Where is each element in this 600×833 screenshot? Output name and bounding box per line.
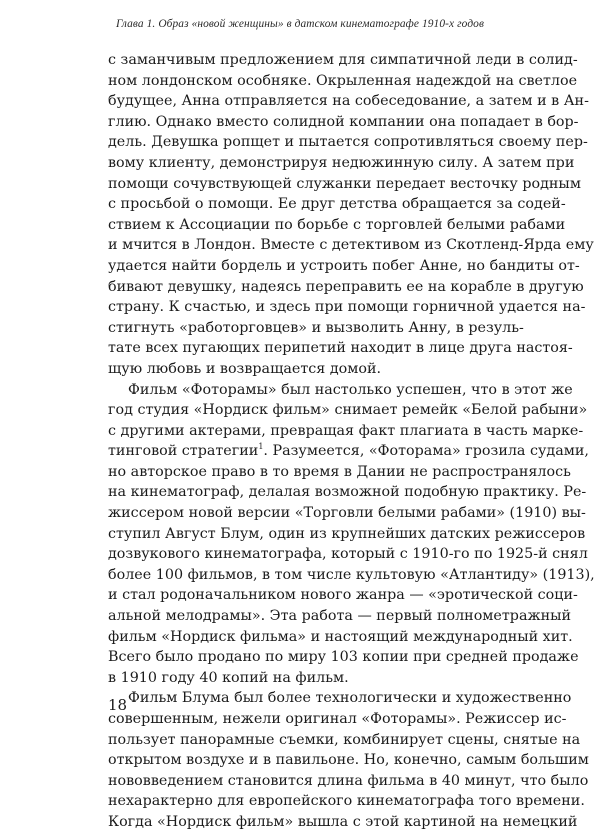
text-line: страну. К счастью, и здесь при помощи горничной удается на-	[108, 299, 586, 316]
text-segment: тинговой стратегии	[108, 443, 259, 460]
text-line: с заманчивым предложением для симпатичной леди в солид-	[108, 52, 578, 68]
text-line: нововведением становится длина фильма в 40 минут, что было	[108, 772, 589, 789]
text-line: глию. Однако вместо солидной компании она попадает в бор-	[108, 113, 579, 130]
page-body-text	[108, 50, 595, 833]
paragraph-start-line: Фильм Блума был более технологически и художественно	[128, 690, 572, 707]
footnote-line	[108, 441, 589, 462]
text-line: пользует панорамные съемки, комбинирует сцены, снятые на	[108, 731, 581, 748]
text-line: удается найти бордель и устроить побег Анне, но бандиты от-	[108, 257, 580, 274]
running-header: Глава 1. Образ «новой женщины» в датском кинематографе 1910-х годов	[115, 18, 485, 30]
text-line: тате всех пугающих перипетий находит в лице друга настоя-	[108, 340, 573, 357]
text-line: более 100 фильмов, в том числе культовую «Атлантиду» (1913),	[108, 566, 595, 583]
text-line: с просьбой о помощи. Ее друг детства обращается за содей-	[108, 196, 566, 213]
text-line: Когда «Нордиск фильм» вышла с этой картиной на немецкий	[108, 813, 578, 830]
text-line: стигнуть «работорговцев» и вызволить Анну, в резуль-	[108, 319, 524, 336]
text-line: открытом воздухе и в павильоне. Но, конечно, самым большим	[108, 752, 589, 769]
text-line: жиссером новой версии «Торговли белыми рабами» (1910) вы-	[108, 505, 586, 522]
text-line: в 1910 году 40 копий на фильм.	[108, 669, 349, 686]
text-line: на кинематограф, делалая возможной подобную практику. Ре-	[108, 484, 587, 501]
text-line: Всего было продано по миру 103 копии при средней продаже	[108, 649, 579, 666]
text-line: будущее, Анна отправляется на собеседование, а затем и в Ан-	[108, 93, 589, 110]
text-line: фильм «Нордиск фильма» и настоящий международный хит.	[108, 628, 573, 645]
text-line: вому клиенту, демонстрируя недюжинную силу. А затем при	[108, 154, 575, 171]
text-line: ствием к Ассоциации по борьбе с торговлей белыми рабами	[108, 216, 566, 233]
footnote-ref[interactable]: 1	[258, 442, 264, 452]
text-line: совершенным, нежели оригинал «Фоторамы». Режиссер ис-	[108, 711, 567, 727]
text-line: нехарактерно для европейского кинематографа того времени.	[108, 793, 585, 810]
text-line: год студия «Нордиск фильм» снимает ремейк «Белой рабыни»	[108, 402, 588, 419]
text-line: бивают девушку, надеясь переправить ее на корабле в другую	[108, 278, 584, 295]
text-line: дозвукового кинематографа, который с 1910-го по 1925-й снял	[108, 546, 588, 563]
text-line: ном лондонском особняке. Окрыленная надеждой на светлое	[108, 72, 578, 89]
text-line: ступил Август Блум, один из крупнейших датских режиссеров	[108, 525, 586, 542]
text-line: с другими актерами, превращая факт плагиата в часть маркe-	[108, 422, 584, 439]
text-line: и стал родоначальником нового жанра — «эротической соци-	[108, 587, 578, 604]
paragraph-start-line: Фильм «Фоторамы» был настолько успешен, что в этот же	[128, 381, 573, 398]
text-line: и мчится в Лондон. Вместе с детективом из Скотленд-Ярда ему	[108, 237, 594, 254]
text-line: альной мелодрамы». Эта работа — первый полнометражный	[108, 608, 572, 625]
text-line: дель. Девушка ропщет и пытается сопротивляться своему пер-	[108, 134, 588, 151]
text-segment: . Разумеется, «Фоторама» грозила судами,	[263, 443, 589, 460]
text-line: помощи сочувствующей служанки передает весточку родным	[108, 175, 581, 192]
text-line: но авторское право в то время в Дании не распространялось	[108, 463, 571, 480]
text-line: щую любовь и возвращается домой.	[108, 360, 382, 377]
page-number: 18	[108, 696, 128, 714]
